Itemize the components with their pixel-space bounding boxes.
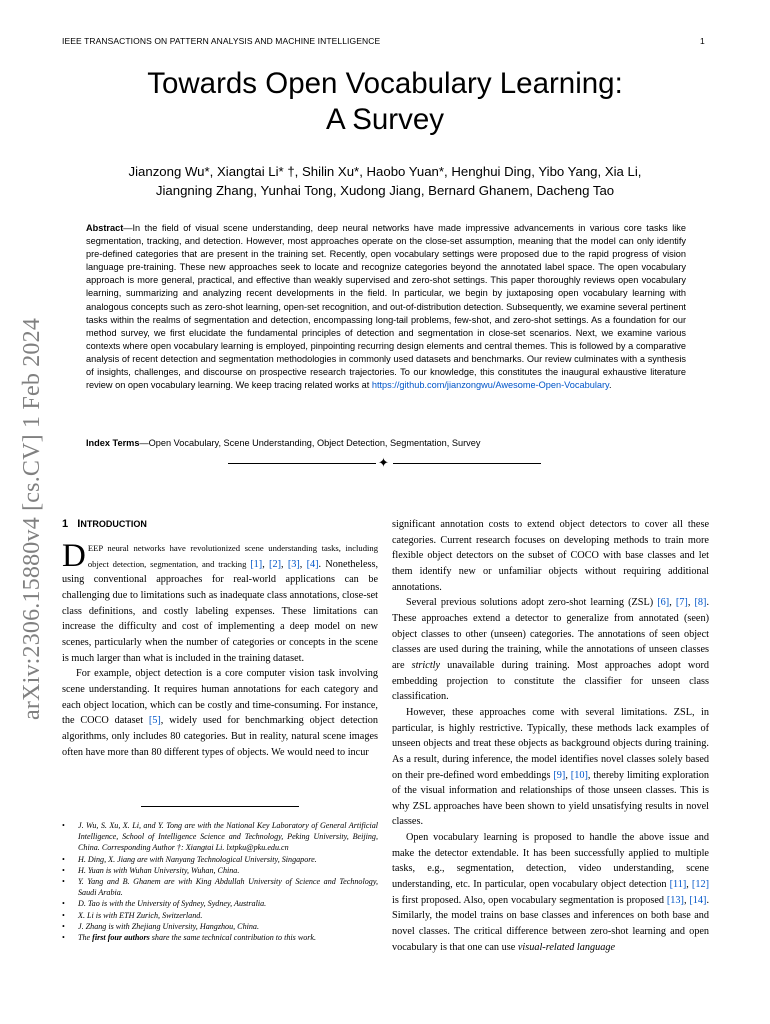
- right-paragraph-3: However, these approaches come with several limitations. ZSL, in particular, is highly restrictive. Typically, these methods lack examples of unseen objects and treat these objects as background objects during training. As a result, during inference, the model identifies novel classes solely based on their pre-defined word embeddings [9], [10], thereby limiting exploration of the visual information and relationships of those unseen classes. This is why ZSL approaches have been shown to yield unsatisfying results in novel classes.: [392, 706, 709, 828]
- left-column: [62, 538, 379, 760]
- title-line-2: A Survey: [325, 103, 445, 136]
- intro-p2-start: For example, object detection is a core computer vision task involving scene understanding. It requires human annotations for each category and each object location, which can be costly and time-consuming. For instance, the COCO dataset: [62, 668, 378, 727]
- authors-line-1: Jianzong Wu*, Xiangtai Li* †, Shilin Xu*, Haobo Yuan*, Henghui Ding, Yibo Yang, Xia Li,: [128, 164, 642, 179]
- right-p3-start: However, these approaches come with several limitations. ZSL, in particular, is highly restrictive. Typically, these methods lack examples of unseen objects and treat these objects as background objects during training. As a result, during inference, the model identifies novel classes solely based on their pre-defined word embeddings: [392, 706, 709, 781]
- citation-link[interactable]: [7]: [675, 597, 688, 609]
- abstract-label: Abstract: [86, 223, 124, 233]
- citation-link[interactable]: [12]: [691, 879, 709, 891]
- right-p2-start: Several previous solutions adopt zero-shot learning (ZSL): [406, 597, 658, 609]
- right-p4-mid1: is first proposed. Also, open vocabulary segmentation is proposed: [392, 894, 667, 906]
- right-paragraph-1: significant annotation costs to extend object detectors to cover all these categories. Current research focuses on developing methods to train more flexible object detectors on the subset of COCO with base classes and let them identify new or unfamiliar objects without requiring additional annotations.: [392, 519, 709, 593]
- citation-link[interactable]: [13]: [666, 894, 684, 906]
- citation-link[interactable]: [4]: [306, 558, 319, 570]
- citation-link[interactable]: [6]: [657, 597, 670, 609]
- right-paragraph-4: Open vocabulary learning is proposed to handle the above issue and make the detector extendable. It has been successfully applied to multiple tasks, e.g., segmentation, detection, video understanding, scene understanding, etc. In particular, open vocabulary object detection [11], [12] is first proposed. Also, open vocabulary segmentation is proposed [13], [14]. Similarly, the model trains on base classes and inferences on both base and novel classes. The critical difference between zero-shot learning and open vocabulary is that one can use visual-related language: [392, 832, 710, 953]
- dropcap-letter: D: [62, 538, 86, 574]
- intro-paragraph-2: [62, 666, 378, 760]
- footnote-rule: [141, 806, 299, 807]
- footnote-item: [62, 932, 378, 943]
- right-p2-mid: . These approaches extend a detector to generalize from annotated (seen) object classes to other (unseen) categories. The annotations of seen object classes are used during the training, while the annotations of unseen classes are: [392, 597, 709, 671]
- right-column: [392, 517, 709, 955]
- right-p4-start: Open vocabulary learning is proposed to handle the above issue and make the detector extendable. It has been successfully applied to multiple tasks, e.g., segmentation, detection, video understanding, scene understanding, etc. In particular, open vocabulary object detection: [392, 832, 709, 891]
- right-p2-emphasis: strictly: [411, 659, 441, 671]
- author-list: [62, 163, 708, 200]
- citation-link[interactable]: [5]: [148, 715, 161, 727]
- intro-paragraph-1: DEEP neural networks have revolutionized scene understanding tasks, including object detection, segmentation, and tracking [1], [2], [3], [4]. Nonetheless, using conventional approaches for real-world applications can be challenging due to limitations such as inadequate class annotations, close-set class definitions, and costly labeling expenses. These limitations can increase the difficulty and cost of implementing a deep model on new scenes, particularly when the number of categories or concepts in the scene is much larger than what is included in the training dataset.: [62, 538, 379, 664]
- index-terms-label: Index Terms: [86, 438, 140, 448]
- footnote-item: • D. Tao is with the University of Sydney, Sydney, Australia.: [62, 898, 378, 909]
- section-title-rest: NTRODUCTION: [80, 519, 147, 529]
- running-header-journal: IEEE TRANSACTIONS ON PATTERN ANALYSIS AND MACHINE INTELLIGENCE: [62, 36, 381, 46]
- footnotes: [62, 820, 378, 943]
- repository-link[interactable]: https://github.com/jianzongwu/Awesome-Open-Vocabulary: [371, 380, 609, 391]
- footnote-item: • X. Li is with ETH Zurich, Switzerland.: [62, 910, 378, 921]
- intro-p1-start: EEP neural networks have revolutionized scene understanding tasks, including object detection, segmentation, and tracking: [87, 543, 378, 569]
- right-p4-emphasis: visual-related language: [517, 941, 616, 953]
- citation-link[interactable]: [3]: [287, 558, 300, 570]
- abstract-text: —In the field of visual scene understanding, deep neural networks have made impressive advancements in various core tasks like segmentation, tracking, and detection. However, most approaches operate on the close-set assumption, meaning that the model can only identify pre-defined categories that are present in the training set. Recently, open vocabulary settings were proposed due to the rapid progress of vision language pre-training. These new approaches seek to locate and recognize categories beyond the annotated label space. The open vocabulary approach is more general, practical, and effective than weakly supervised and zero-shot settings. This paper thoroughly reviews open vocabulary learning, summarizing and analyzing recent developments in the field. In particular, we begin by juxtaposing open vocabulary learning with analogous concepts such as zero-shot learning, open-set recognition, and out-of-distribution detection. Subsequently, we examine several pertinent tasks within the realms of segmentation and detection, encompassing long-tail problems, few-shot, and zero-shot settings. As a foundation for our method survey, we first elucidate the fundamental principles of detection and segmentation in close-set scenarios. Next, we examine various contexts where open vocabulary learning is employed, pinpointing recurring design elements and central themes. This is followed by a comparative analysis of recent detection and segmentation methodologies in commonly used datasets and benchmarks. Our review culminates with a synthesis of insights, challenges, and discourse on prospective research trajectories. To our knowledge, this constitutes the inaugural exhaustive literature review on open vocabulary learning. We keep tracing related works at: [86, 223, 686, 391]
- footnote-item: • Y. Yang and B. Ghanem are with King Abdullah University of Science and Technology, Saudi Arabia.: [62, 876, 378, 898]
- citation-link[interactable]: [14]: [689, 894, 707, 906]
- abstract-end: .: [608, 380, 612, 391]
- index-terms: [86, 437, 686, 450]
- index-terms-text: —Open Vocabulary, Scene Understanding, Object Detection, Segmentation, Survey: [139, 438, 481, 448]
- footnote-last-bold: first four authors: [92, 933, 150, 943]
- paper-title: [62, 66, 708, 138]
- footnote-last-pre: The: [78, 933, 93, 943]
- arxiv-stamp: arXiv:2306.15880v4 [cs.CV] 1 Feb 2024: [19, 317, 45, 720]
- footnote-item: • J. Wu, S. Xu, X. Li, and Y. Tong are with the National Key Laboratory of General Artificial Intelligence, School of Intelligence Science and Technology, Peking University, Beijing, China. Corresponding Author †: Xiangtai Li. lxtpku@pku.edu.cn: [62, 820, 378, 854]
- abstract: [86, 222, 686, 392]
- separator-diamond-icon: ✦: [378, 455, 389, 470]
- citation-link[interactable]: [8]: [694, 597, 707, 609]
- section-heading: [62, 518, 147, 530]
- title-line-1: Towards Open Vocabulary Learning:: [147, 67, 623, 100]
- citation-link[interactable]: [11]: [669, 879, 687, 891]
- authors-line-2: Jiangning Zhang, Yunhai Tong, Xudong Jiang, Bernard Ghanem, Dacheng Tao: [155, 182, 615, 198]
- citation-link[interactable]: [9]: [553, 769, 566, 781]
- citation-link[interactable]: [2]: [269, 558, 281, 570]
- footnote-item: • H. Ding, X. Jiang are with Nanyang Technological University, Singapore.: [62, 854, 378, 865]
- footnote-item: • J. Zhang is with Zhejiang University, Hangzhou, China.: [62, 921, 378, 932]
- right-p3-end: , thereby limiting exploration of the visual information and relationships of those unseen classes. This is why ZSL approaches have been shown to yield unsatisfying results in novel classes.: [392, 769, 709, 828]
- footnote-last-post: share the same technical contribution to this work.: [149, 933, 317, 943]
- citation-link[interactable]: [1]: [250, 558, 263, 570]
- citation-link[interactable]: [10]: [570, 769, 588, 781]
- section-number: 1: [62, 518, 69, 530]
- page-number: 1: [700, 36, 705, 46]
- right-p4-mid2: . Similarly, the model trains on base classes and inferences on both base and novel classes. The critical difference between zero-shot learning and open vocabulary is that one can use: [392, 894, 710, 953]
- footnote-item: • H. Yuan is with Wuhan University, Wuhan, China.: [62, 865, 378, 876]
- right-paragraph-2: Several previous solutions adopt zero-shot learning (ZSL) [6], [7], [8]. These approaches extend a detector to generalize from annotated (seen) object classes to other (unseen) categories. The annotations of seen object classes are used during the training, while the annotations of unseen classes are strictly unavailable during training. Most approaches adopt word embedding projection to constitute the classifier for unseen class classification.: [392, 597, 710, 703]
- right-p2-end: unavailable during training. Most approaches adopt word embedding projection to constitute the classifier for unseen class classification.: [392, 659, 710, 703]
- section-title-cap: I: [77, 518, 81, 530]
- separator-rule-left: [228, 463, 376, 464]
- intro-p2-end: , widely used for benchmarking object detection algorithms, only includes 80 categories. But in reality, natural scene images often have more than 80 different types of objects. We would need to incur: [62, 715, 378, 758]
- intro-p1-end: . Nonetheless, using conventional approaches for real-world applications can be challenging due to limitations such as inadequate class annotations, close-set class definitions, and costly labeling expenses. These limitations can increase the difficulty and cost of implementing a deep model on new scenes, particularly when the number of categories or concepts in the scene is much larger than what is included in the training dataset.: [62, 558, 379, 664]
- separator-rule-right: [393, 463, 541, 464]
